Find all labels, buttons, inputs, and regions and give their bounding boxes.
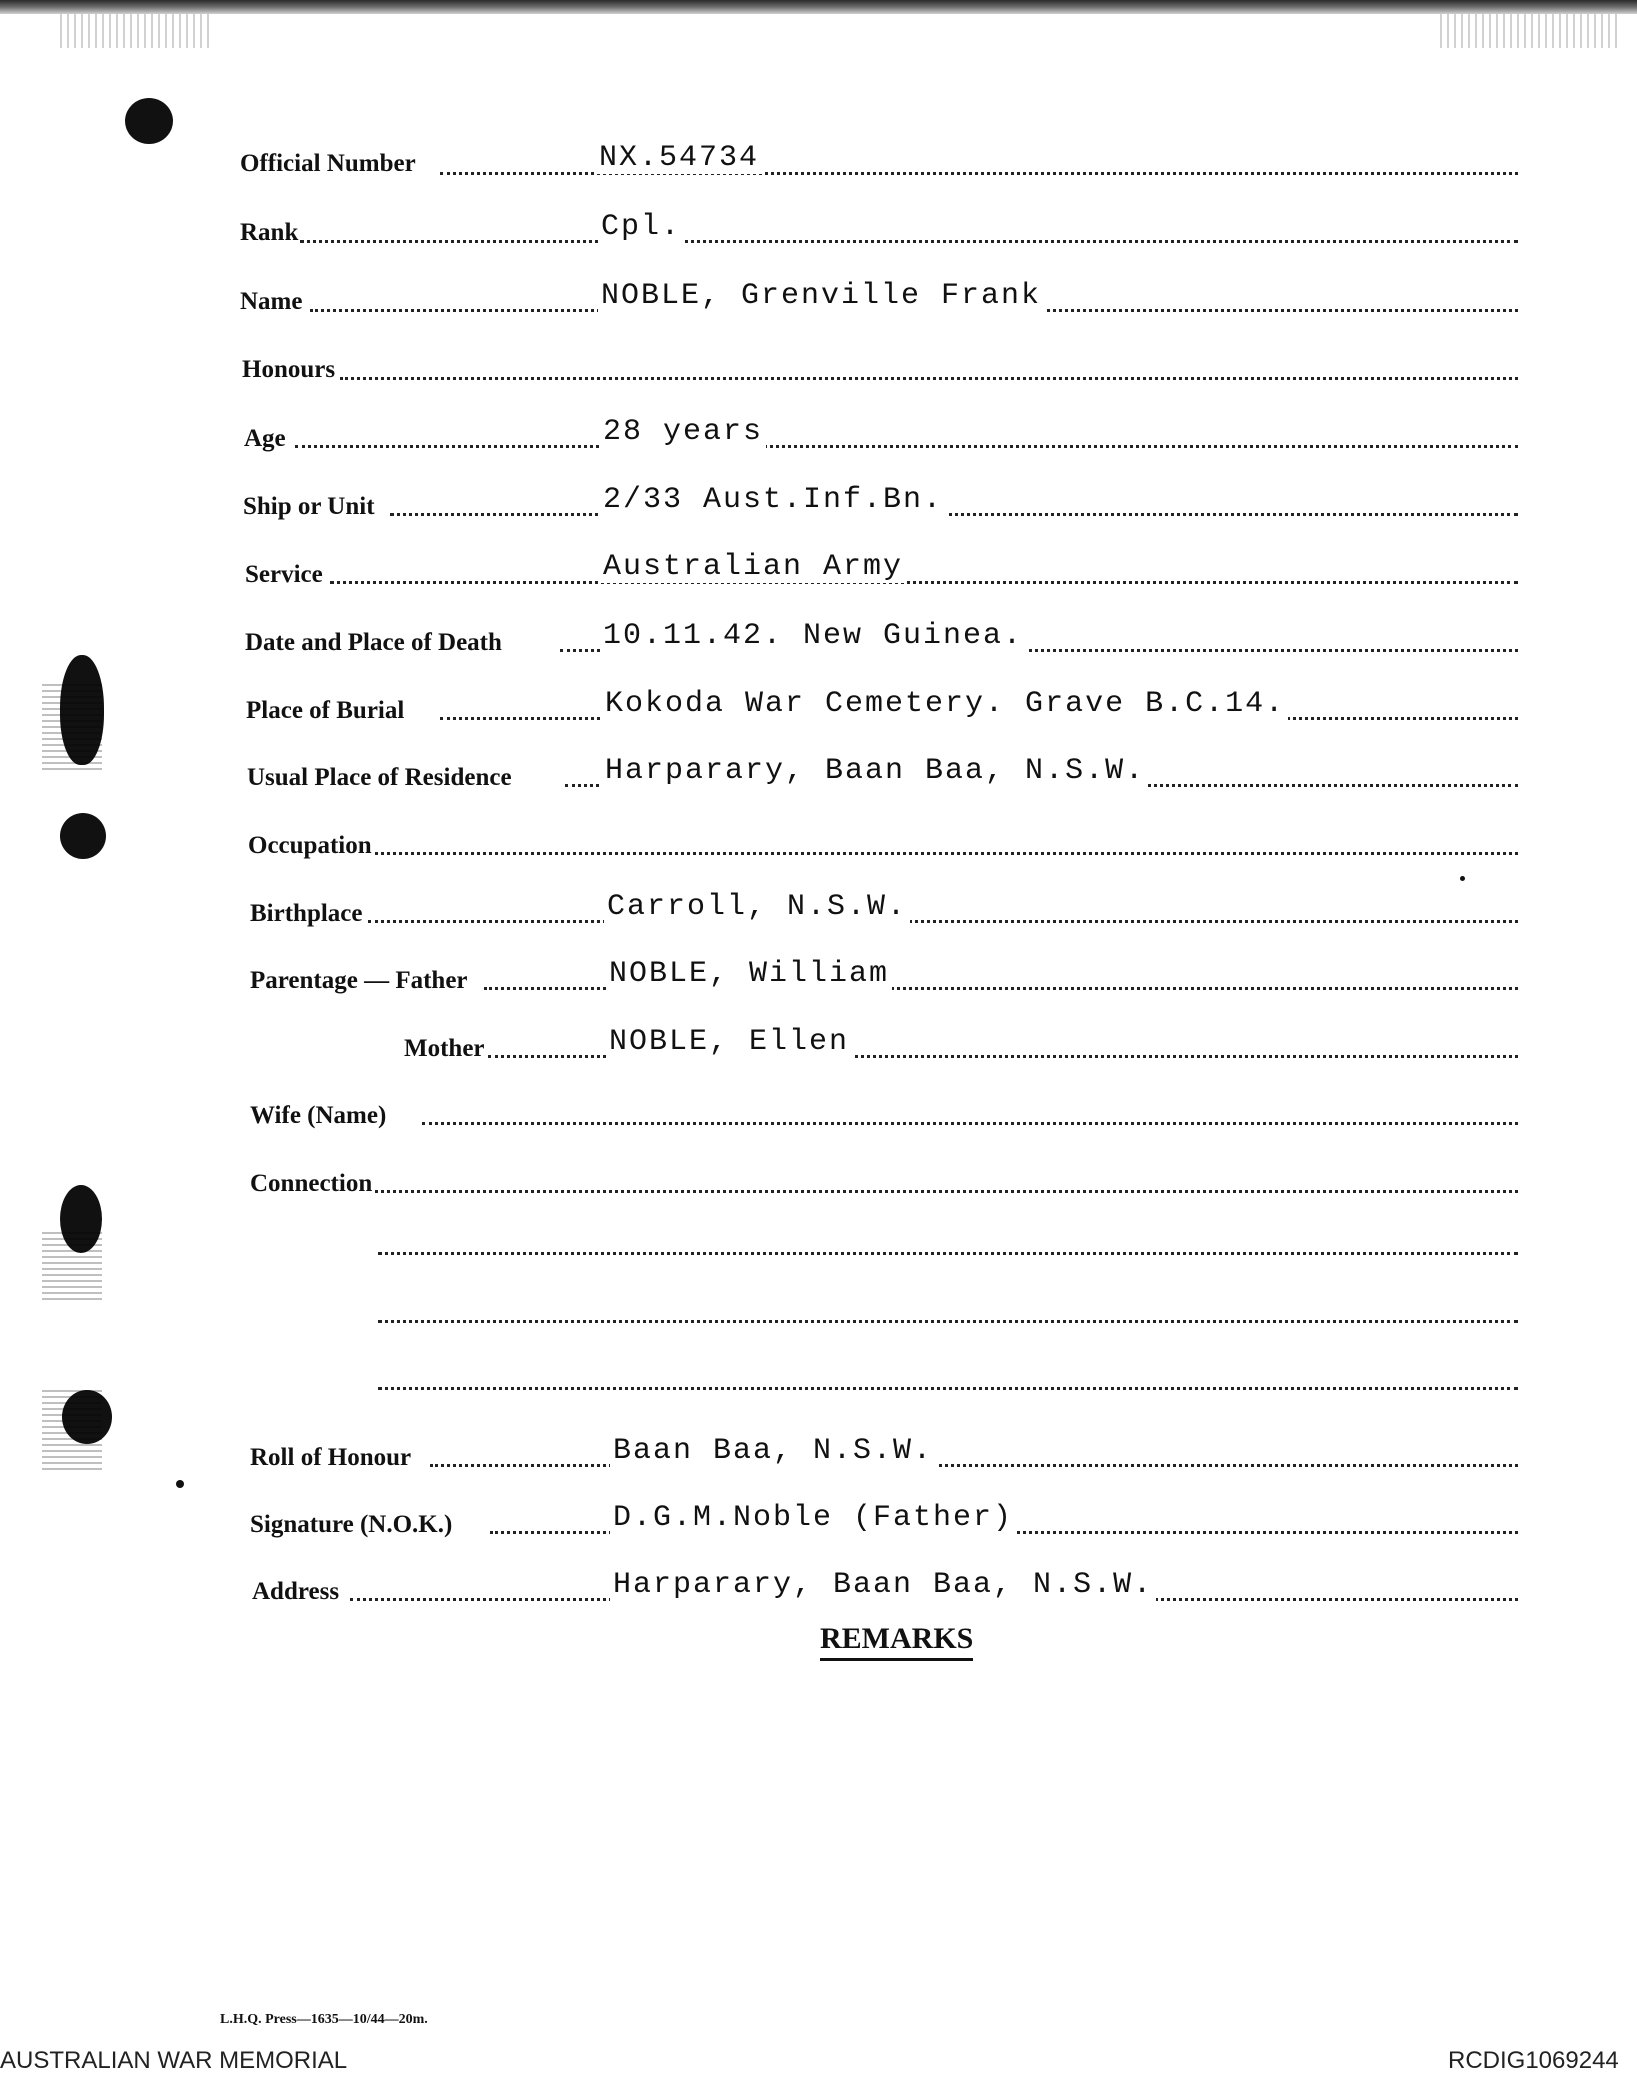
mother-value: NOBLE, Ellen [606,1026,852,1058]
service-label: Service [245,561,323,588]
dotted-line [330,544,1518,584]
scan-top-edge [0,0,1637,14]
punch-hole-mark [60,813,106,859]
ship-or-unit-label: Ship or Unit [243,493,375,520]
footer-archive-name: AUSTRALIAN WAR MEMORIAL [0,2047,348,2074]
scan-noise [42,680,102,770]
occupation-label: Occupation [248,832,372,859]
date-place-death-label: Date and Place of Death [245,629,502,656]
wife-label: Wife (Name) [250,1102,387,1129]
dotted-line [390,476,1518,516]
age-label: Age [244,425,286,452]
mother-label: Mother [404,1035,485,1062]
name-label: Name [240,288,303,315]
dotted-line [430,1427,1518,1467]
usual-residence-value: Harparary, Baan Baa, N.S.W. [602,755,1148,787]
honours-label: Honours [242,356,336,383]
remarks-heading: REMARKS [820,1622,973,1661]
name-value: NOBLE, Grenville Frank [598,280,1044,312]
ship-or-unit-value: 2/33 Aust.Inf.Bn. [600,484,946,516]
date-place-death-value: 10.11.42. New Guinea. [600,620,1026,652]
dotted-line [300,203,1518,243]
dotted-line [422,1085,1518,1125]
roll-of-honour-value: Baan Baa, N.S.W. [610,1435,936,1467]
dotted-line [375,1153,1518,1193]
place-of-burial-value: Kokoda War Cemetery. Grave B.C.14. [602,688,1288,720]
dotted-line [340,340,1518,380]
dotted-line [378,1215,1518,1255]
scan-noise [1440,14,1620,48]
punch-hole-mark [125,98,173,144]
ink-speck [1460,876,1465,881]
address-value: Harparary, Baan Baa, N.S.W. [610,1569,1156,1601]
scan-noise [42,1230,102,1300]
dotted-line [378,1350,1518,1390]
address-label: Address [252,1578,340,1605]
birthplace-value: Carroll, N.S.W. [604,891,910,923]
official-number-value: NX.54734 [596,142,762,174]
dotted-line [368,883,1518,923]
signature-value: D.G.M.Noble (Father) [610,1502,1016,1534]
service-value: Australian Army [600,551,906,583]
father-label: Parentage — Father [250,967,468,994]
signature-label: Signature (N.O.K.) [250,1511,453,1538]
place-of-burial-label: Place of Burial [246,697,405,724]
birthplace-label: Birthplace [250,900,363,927]
footer-record-id: RCDIG1069244 [1448,2047,1619,2074]
official-number-label: Official Number [240,150,416,177]
dotted-line [378,1283,1518,1323]
print-note: L.H.Q. Press—1635—10/44—20m. [220,2012,428,2027]
age-value: 28 years [600,416,766,448]
scan-noise [42,1390,102,1470]
usual-residence-label: Usual Place of Residence [247,764,512,791]
dotted-line [375,815,1518,855]
rank-value: Cpl. [598,211,684,243]
ink-speck [176,1480,184,1488]
connection-label: Connection [250,1170,373,1197]
rank-label: Rank [240,219,299,246]
roll-of-honour-label: Roll of Honour [250,1444,412,1471]
father-value: NOBLE, William [606,958,892,990]
scan-noise [60,14,210,48]
dotted-line [295,408,1518,448]
